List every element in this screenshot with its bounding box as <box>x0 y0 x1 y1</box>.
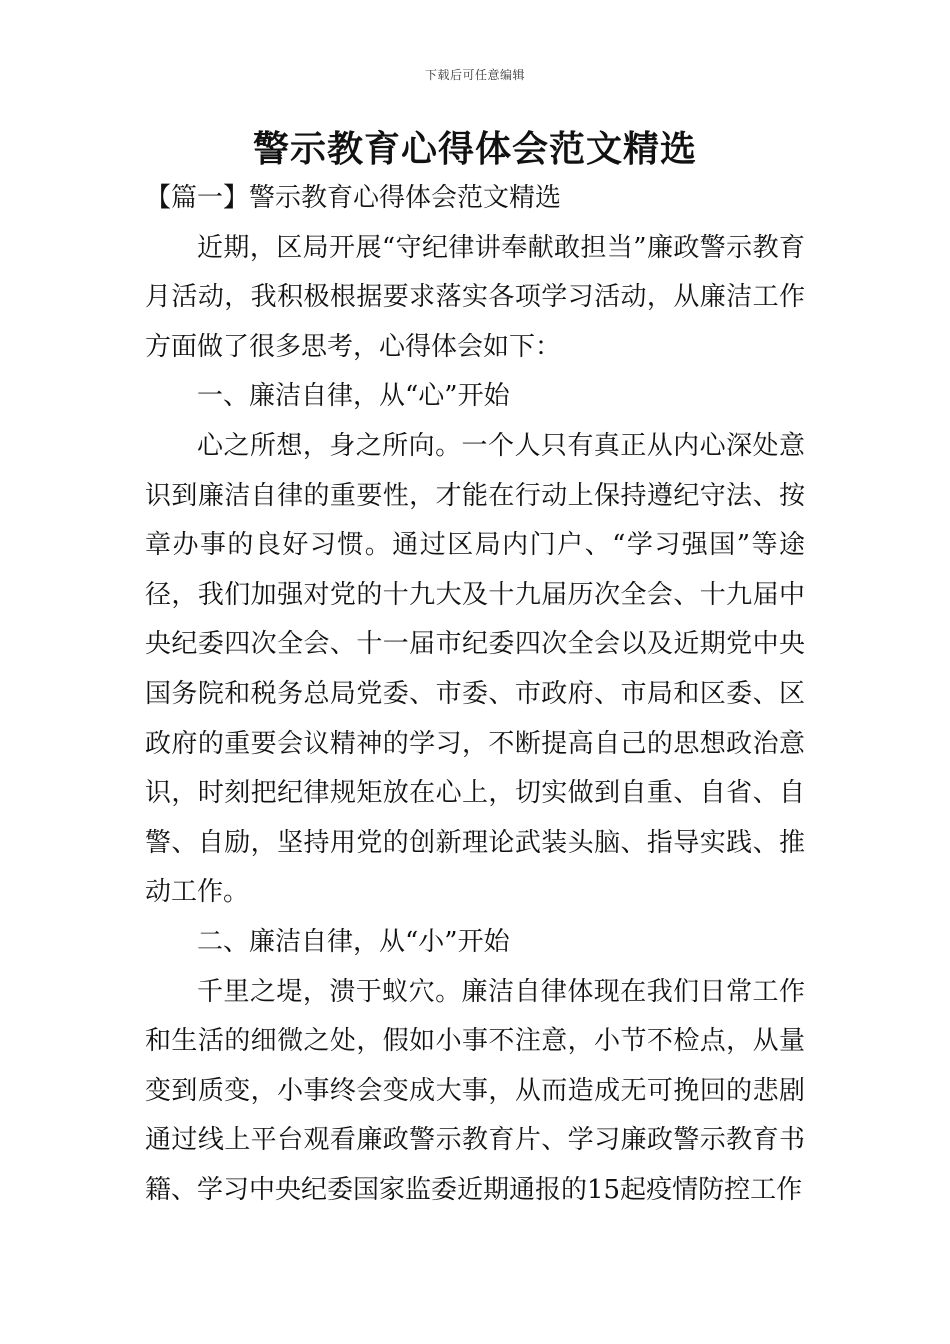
section-label: 【篇一】警示教育心得体会范文精选 <box>145 183 562 213</box>
section-one-paragraph: 心之所想，身之所向。一个人只有真正从内心深处意识到廉洁自律的重要性，才能在行动上保持遵纪守法、按章办事的良好习惯。通过区局内门户、“学习强国”等途径，我们加强对党的十九大及十九届历次全会、十九届中央纪委四次全会、十一届市纪委四次全会以及近期党中央国务院和税务总局党委、市委、市政府、市局和区委、区政府的重要会议精神的学习，不断提高自己的思想政治意识，时刻把纪律规矩放在心上，切实做到自重、自省、自警、自励，坚持用党的创新理论武装头脑、指导实践、推动工作。 <box>145 430 805 908</box>
intro-paragraph: 近期，区局开展“守纪律讲奉献敢担当”廉政警示教育月活动，我积极根据要求落实各项学习活动，从廉洁工作方面做了很多思考，心得体会如下： <box>145 232 805 362</box>
document-title: 警示教育心得体会范文精选 <box>252 129 697 170</box>
section-two-paragraph: 千里之堤，溃于蚁穴。廉洁自律体现在我们日常工作和生活的细微之处，假如小事不注意，小节不检点，从量变到质变，小事终会变成大事，从而造成无可挽回的悲剧通过线上平台观看廉政警示教育片、学习廉政警示教育书籍、学习中央纪委国家监委近期通报的15起疫情防控工作 <box>145 976 805 1205</box>
section-heading-two: 二、廉洁自律，从“小”开始 <box>197 926 510 957</box>
header-note: 下载后可任意编辑 <box>424 68 525 82</box>
section-heading-one: 一、廉洁自律，从“心”开始 <box>197 381 510 412</box>
document-body <box>145 174 805 1215</box>
